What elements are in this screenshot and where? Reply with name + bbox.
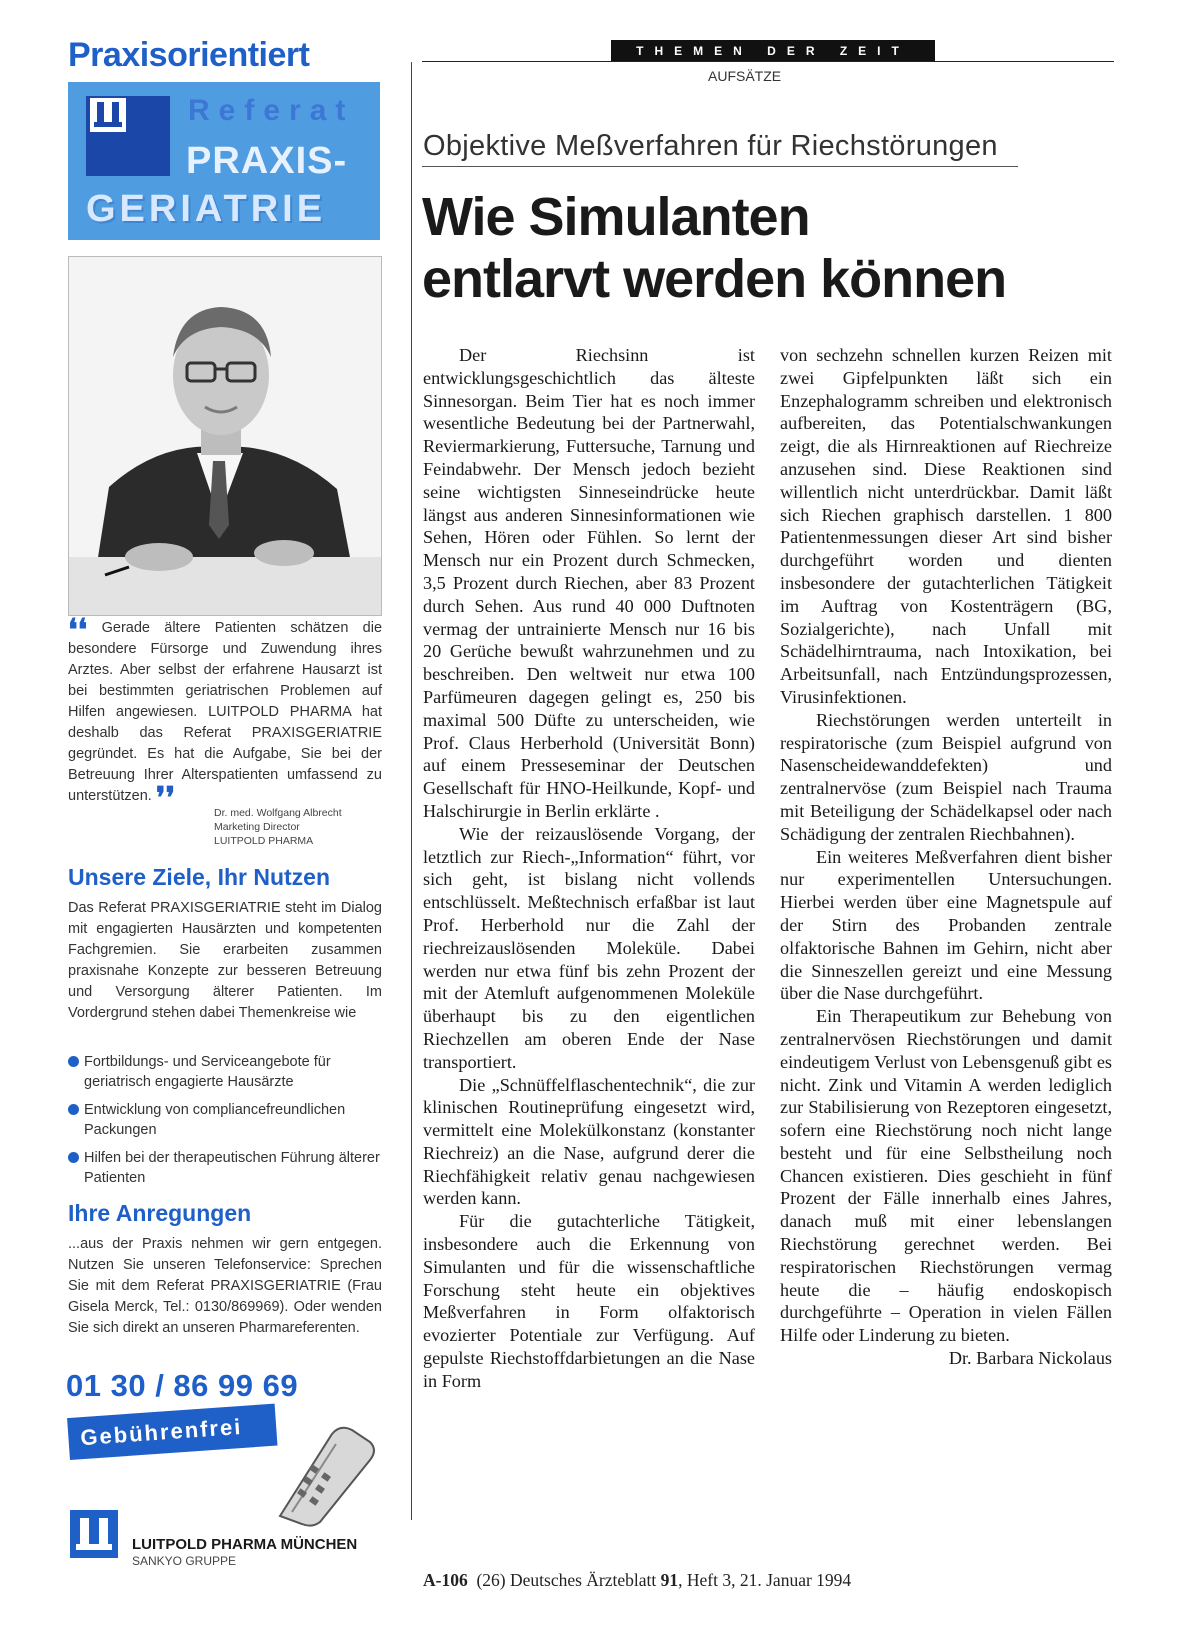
rubric-label: THEMEN DER ZEIT [636,44,910,58]
bullet-dot-icon [68,1152,79,1163]
headline-line-2: entlarvt werden können [422,249,1007,309]
issue-date: , Heft 3, 21. Januar 1994 [678,1570,852,1590]
goals-heading: Unsere Ziele, Ihr Nutzen [68,864,331,890]
paragraph: Riechstörungen werden unterteilt in respiratorische (zum Beispiel aufgrund von Nasenscheidewanddefekten) und zentralnervöse (zum Beispiel nach Trauma mit Beteiligung der Schädelkapsel oder nach Schädigung der zentralen Riechbahnen). [780,709,1112,844]
referat-logo-banner [68,82,380,240]
free-call-badge [67,1404,277,1460]
bullet-text: Entwicklung von compliancefreundlichen Packungen [84,1102,346,1138]
rubric-bar [611,40,935,62]
page-footer [423,1570,851,1591]
luitpold-logo-icon [90,98,126,132]
ad-title: Praxisorientiert [68,36,310,74]
article-subtitle: Objektive Meßverfahren für Riechstörungen [423,130,998,162]
column-divider [411,62,412,1520]
paragraph: Die „Schnüffelflaschentechnik“, die zur klinischen Routineprüfung eingesetzt wird, vermittelt eine Molekülkonstanz (konstanter Riechreiz) an die Nase, aufgrund derer die Riechfähigkeit relativ genau nachgewiesen werden kann. [423,1074,755,1209]
portrait-photo [68,256,382,616]
company-group: SANKYO GRUPPE [132,1554,237,1568]
bullet-item [68,1052,382,1092]
paragraph: Der Riechsinn ist entwicklungsgeschichtlich das älteste Sinnesorgan. Beim Tier hat es noch immer wesentliche Bedeutung bei der Partnerwahl, Reviermarkierung, Futtersuche, Tarnung und Feindabwehr. Der Mensch jedoch bezieht seine wichtigsten Sinneseindrücke heute längst aus anderen Sinnesinformationen wie Sehen, Hören oder Fühlen. So lernt der Mensch nur ein Prozent durch Schmecken, 3,5 Prozent durch Riechen, aber 83 Prozent durch Sehen. Aus rund 40 000 Duftnoten vermag der untrainierte Mensch nur 16 bis 20 Gerüche bewußt wahrzunehmen und zu beschreiben. Den weltweit nur etwa 100 Parfümeuren dagegen gelingt es, 250 bis maximal 500 Düfte zu unterscheiden, wie Prof. Claus Herberhold (Universität Bonn) auf einem Presseseminar der Deutschen Gesellschaft für HNO-Heilkunde, Kopf- und Halschirurgie in Berlin erklärte . [423,345,755,821]
suggestions-heading: Ihre Anregungen [68,1200,252,1226]
logo-geriatrie-text: GERIATRIE [86,188,327,230]
paragraph: Ein weiteres Meßverfahren dient bisher nur experimentellen Untersuchungen. Hierbei werden über eine Magnetspule auf der Stirn des Probanden zentrale olfaktorische Bahnen im Gehirn, nicht aber die Sinneszellen gereizt und eine Messung über die Nase durchgeführt. [780,846,1112,1004]
bullet-dot-icon [68,1056,79,1067]
phone-number: 01 30 / 86 99 69 [66,1368,299,1403]
bullet-text: Fortbildungs- und Serviceangebote für geriatrisch engagierte Hausärzte [84,1054,331,1090]
open-quote-icon: ❛❛ [68,614,88,647]
suggestions-text: ...aus der Praxis nehmen wir gern entgegen. Nutzen Sie unseren Telefonservice: Sprechen Sie mit dem Referat PRAXISGERIATRIE (Frau Gisela Merck, Tel.: 0130/869969). Oder wenden Sie sich direkt an unseren Pharmareferenten. [68,1236,382,1336]
luitpold-company-logo-icon [70,1510,118,1558]
paragraph: von sechzehn schnellen kurzen Reizen mit zwei Gipfelpunkten läßt sich ein Enzephalogramm schreiben und elektronisch aufbereiten, das Potentialschwankungen zeigt, die als Hirnreaktionen auf Riechreize anzusehen sind. Diese Reaktionen sind willentlich nicht unterdrückbar. Damit läßt sich Riechen graphisch darstellen. 1 800 Patientenmessungen dieser Art sind bisher durchgeführt worden und dienten insbesondere der gutachterlichen Tätigkeit im Auftrag von Kostenträgern (BG, Sozialgerichte), nach Unfall mit Schädelhirntrauma, nach Intoxikation, bei Arbeitsunfall, nach Entzündungsprozessen, Virusinfektionen. [780,345,1112,707]
headline-line-1: Wie Simulanten [422,187,810,247]
close-quote-icon: ❜❜ [155,782,176,815]
goals-text: Das Referat PRAXISGERIATRIE steht im Dialog mit engagierten Hausärzten und kompetenten Fachgremien. Sie erarbeiten zusammen praxisnahe Konzepte zur besseren Betreuung und Versorgung älterer Patienten. Im Vordergrund stehen dabei Themenkreise wie [68,900,382,1021]
article-author: Dr. Barbara Nickolaus [948,1348,1112,1369]
article-column-2 [780,344,1112,1370]
paragraph: Ein Therapeutikum zur Behebung von zentralnervösen Riechstörungen und damit eindeutigem Verlust von Lebensgenuß gibt es nicht. Zink und Vitamin A werden lediglich zur Stabilisierung von Rezeptoren eingesetzt, sofern eine Riechstörung noch nicht lange besteht und für eine Selbstheilung noch Chancen existieren. Dies geschieht in fünf Prozent der Fälle innerhalb eines Jahres, danach muß mit einer lebenslangen Riechstörung gerechnet werden. Bei respiratorischen Riechstörungen vermag heute die – häufig endoskopisch durchgeführte – Operation in vielen Fällen Hilfe oder Linderung zu bieten. [780,1006,1112,1346]
section-label: AUFSÄTZE [708,68,782,84]
journal-issue: (26) Deutsches Ärzteblatt [476,1570,657,1590]
bullet-item [68,1100,382,1140]
paragraph-with-author [780,1005,1112,1369]
article-column-1 [423,344,755,1393]
subtitle-rule [422,166,1018,167]
signature-name: Dr. med. Wolfgang Albrecht [214,807,342,819]
bullet-item [68,1148,382,1188]
bullet-dot-icon [68,1104,79,1115]
article-headline [422,186,1112,310]
page-number: A-106 [423,1570,468,1590]
company-name: LUITPOLD PHARMA MÜNCHEN [132,1536,358,1553]
free-call-label: Gebührenfrei [79,1413,244,1451]
quote-text: Gerade ältere Patienten schätzen die besondere Fürsorge und Zuwendung ihres Arztes. Aber selbst der erfahrene Hausarzt ist bei bestimmten geriatrischen Problemen auf Hilfen angewiesen. LUITPOLD PHARMA hat deshalb das Referat PRAXISGERIATRIE gegründet. Es hat die Aufgabe, Sie bei der Betreuung Ihrer Alterspatienten umfassend zu unterstützen. [68,620,383,804]
goals-bullet-list [68,1052,382,1196]
header-rule [422,61,1114,62]
telephone-icon [262,1416,382,1528]
logo-praxis-text: PRAXIS- [186,140,348,182]
paragraph: Wie der reizauslösende Vorgang, der letztlich zur Riech-„Information“ führt, vor sich geht, ist bislang nicht vollends entschlüsselt. Meßtechnisch erfaßbar ist laut Prof. Herberhold nur die Zahl der riechreizauslösenden Moleküle. Dabei werden nur etwa fünf bis zehn Prozent der mit der Atemluft aufgenommenen Moleküle überhaupt bis zu den eigentlichen Riechzellen am oberen Ende der Nase transportiert. [423,823,755,1072]
volume-number: 91 [660,1570,679,1590]
quote-signature [214,806,342,848]
paragraph: Für die gutachterliche Tätigkeit, insbesondere auch die Erkennung von Simulanten und für die wissenschaftliche Forschung steht heute ein objektives Meßverfahren in Form olfaktorisch evozierter Potentiale zur Verfügung. Auf gepulste Riechstoffdarbietungen an die Nase in Form [423,1211,755,1391]
logo-referat-text: Referat [188,94,355,127]
bullet-text: Hilfen bei der therapeutischen Führung älterer Patienten [84,1150,380,1186]
signature-role: Marketing Director [214,821,300,833]
signature-company: LUITPOLD PHARMA [214,835,314,847]
